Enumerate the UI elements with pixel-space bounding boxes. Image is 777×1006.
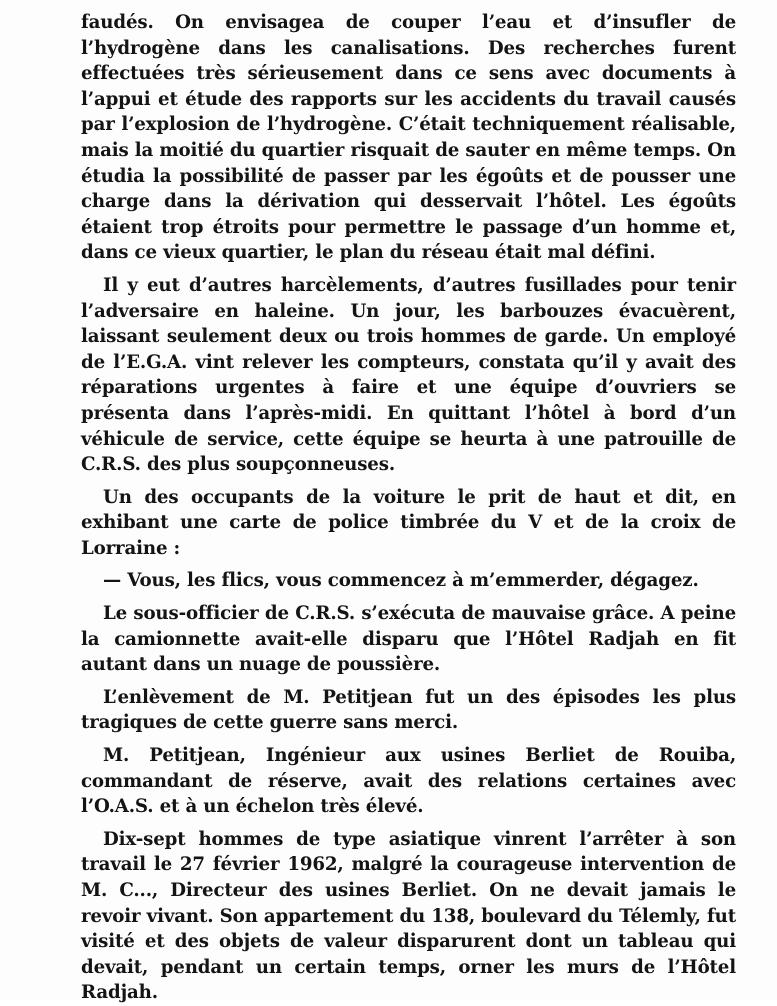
paragraph-3: Un des occupants de la voiture le prit de haut et dit, en exhibant une carte de police timbrée du V et de la croix de Lorraine : — [81, 486, 736, 559]
paragraph-2: Il y eut d’autres harcèlements, d’autres fusillades pour tenir l’adversaire en haleine. Un jour, les barbouzes évacuèrent, laissant seulement deux ou trois hommes de garde. Un employé de l’E.G.A. vint relever les compteurs, constata qu’il y avait des réparations urgentes à faire et une équipe d’ouvriers se présenta dans l’après-midi. En quittant l’hôtel à bord d’un véhicule de service, cette équipe se heurta à une patrouille de C.R.S. des plus soupçonneuses. — [81, 274, 736, 476]
paragraph-6: L’enlèvement de M. Petitjean fut un des épisodes les plus tragiques de cette guerre sans merci. — [81, 686, 736, 734]
paragraph-8: Dix-sept hommes de type asiatique vinrent l’arrêter à son travail le 27 février 1962, malgré la courageuse intervention de M. C..., Directeur des usines Berliet. On ne devait jamais le revoir vivant. Son appartement du 138, boulevard du Télemly, fut visité et des objets de valeur disparurent dont un tableau qui devait, pendant un certain temps, orner les murs de l’Hôtel Radjah. — [81, 828, 736, 1004]
paragraph-4-dialogue: — Vous, les flics, vous commencez à m’emmerder, dégagez. — [103, 570, 699, 592]
paragraph-7: M. Petitjean, Ingénieur aux usines Berliet de Rouiba, commandant de réserve, avait des relations certaines avec l’O.A.S. et à un échelon très élevé. — [81, 745, 736, 818]
body-text — [81, 10, 736, 1006]
paragraph-5: Le sous-officier de C.R.S. s’exécuta de mauvaise grâce. A peine la camionnette avait-elle disparu que l’Hôtel Radjah en fit autant dans un nuage de poussière. — [81, 603, 736, 676]
paragraph-1: faudés. On envisagea de couper l’eau et d’insufler de l’hydrogène dans les canalisations. Des recherches furent effectuées très sérieusement dans ce sens avec documents à l’appui et étude des rapports sur les accidents du travail causés par l’explosion de l’hydrogène. C’était techniquement réalisable, mais la moitié du quartier risquait de sauter en même temps. On étudia la possibilité de passer par les égoûts et de pousser une charge dans la dérivation qui desservait l’hôtel. Les égoûts étaient trop étroits pour permettre le passage d’un homme et, dans ce vieux quartier, le plan du réseau était mal défini. — [81, 12, 736, 264]
